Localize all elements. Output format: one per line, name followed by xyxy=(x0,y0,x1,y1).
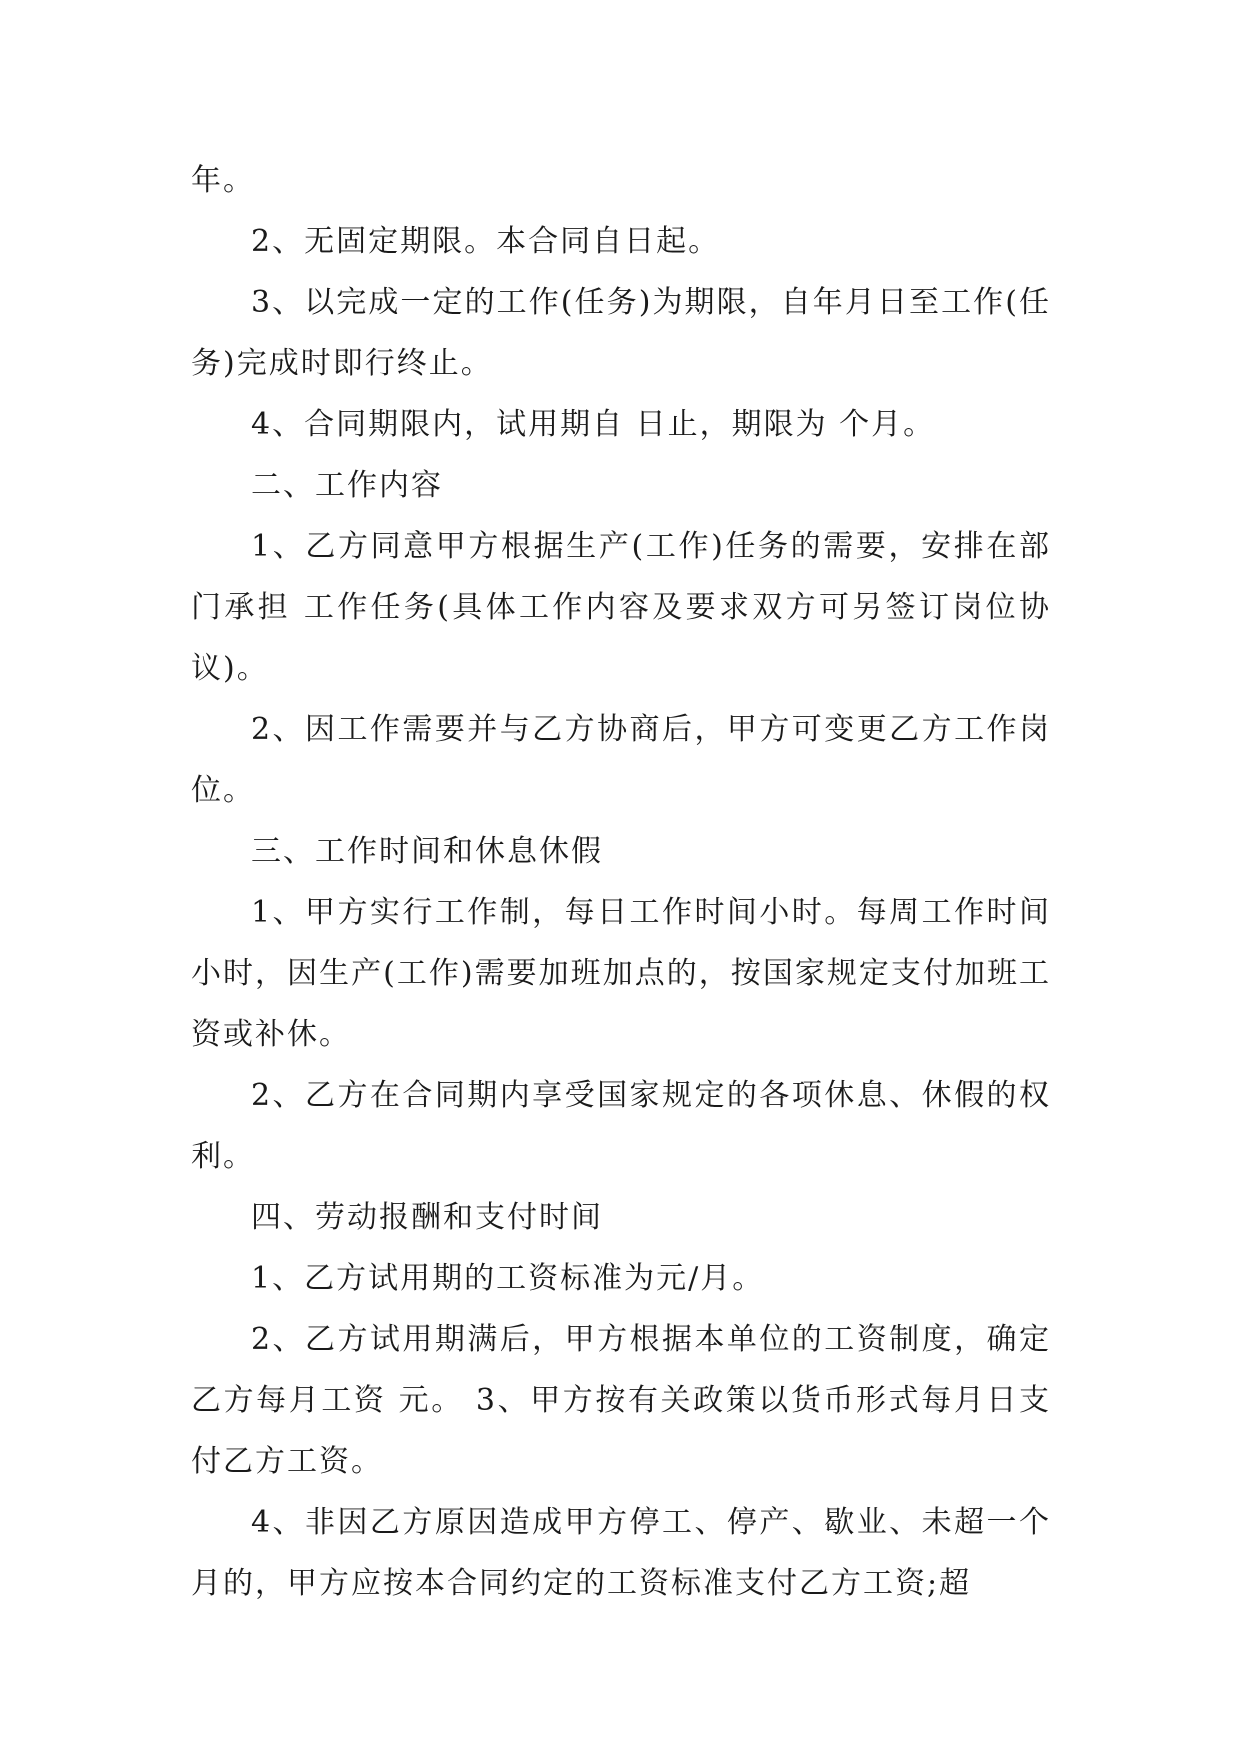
paragraph: 2、乙方试用期满后，甲方根据本单位的工资制度，确定乙方每月工资 元。 3、甲方按有关政策以货币形式每月日支付乙方工资。 xyxy=(191,1322,1051,1479)
paragraph: 4、非因乙方原因造成甲方停工、停产、歇业、未超一个月的，甲方应按本合同约定的工资标准支付乙方工资;超 xyxy=(191,1505,1051,1601)
paragraph: 3、以完成一定的工作(任务)为期限，自年月日至工作(任务)完成时即行终止。 xyxy=(191,285,1051,381)
section-heading: 二、工作内容 xyxy=(251,468,443,503)
paragraph: 1、甲方实行工作制，每日工作时间小时。每周工作时间小时，因生产(工作)需要加班加点的，按国家规定支付加班工资或补休。 xyxy=(191,895,1051,1052)
paragraph: 2、乙方在合同期内享受国家规定的各项休息、休假的权利。 xyxy=(191,1078,1051,1174)
document-page xyxy=(191,150,1051,1614)
section-heading: 四、劳动报酬和支付时间 xyxy=(251,1200,603,1235)
paragraph: 年。 xyxy=(191,163,255,198)
section-heading: 三、工作时间和休息休假 xyxy=(251,834,603,869)
paragraph: 4、合同期限内，试用期自 日止，期限为 个月。 xyxy=(251,407,936,442)
paragraph: 1、乙方试用期的工资标准为元/月。 xyxy=(251,1261,765,1296)
paragraph: 1、乙方同意甲方根据生产(工作)任务的需要，安排在部门承担 工作任务(具体工作内容及要求双方可另签订岗位协议)。 xyxy=(191,529,1051,686)
paragraph: 2、无固定期限。本合同自日起。 xyxy=(251,224,721,259)
paragraph: 2、因工作需要并与乙方协商后，甲方可变更乙方工作岗位。 xyxy=(191,712,1051,808)
